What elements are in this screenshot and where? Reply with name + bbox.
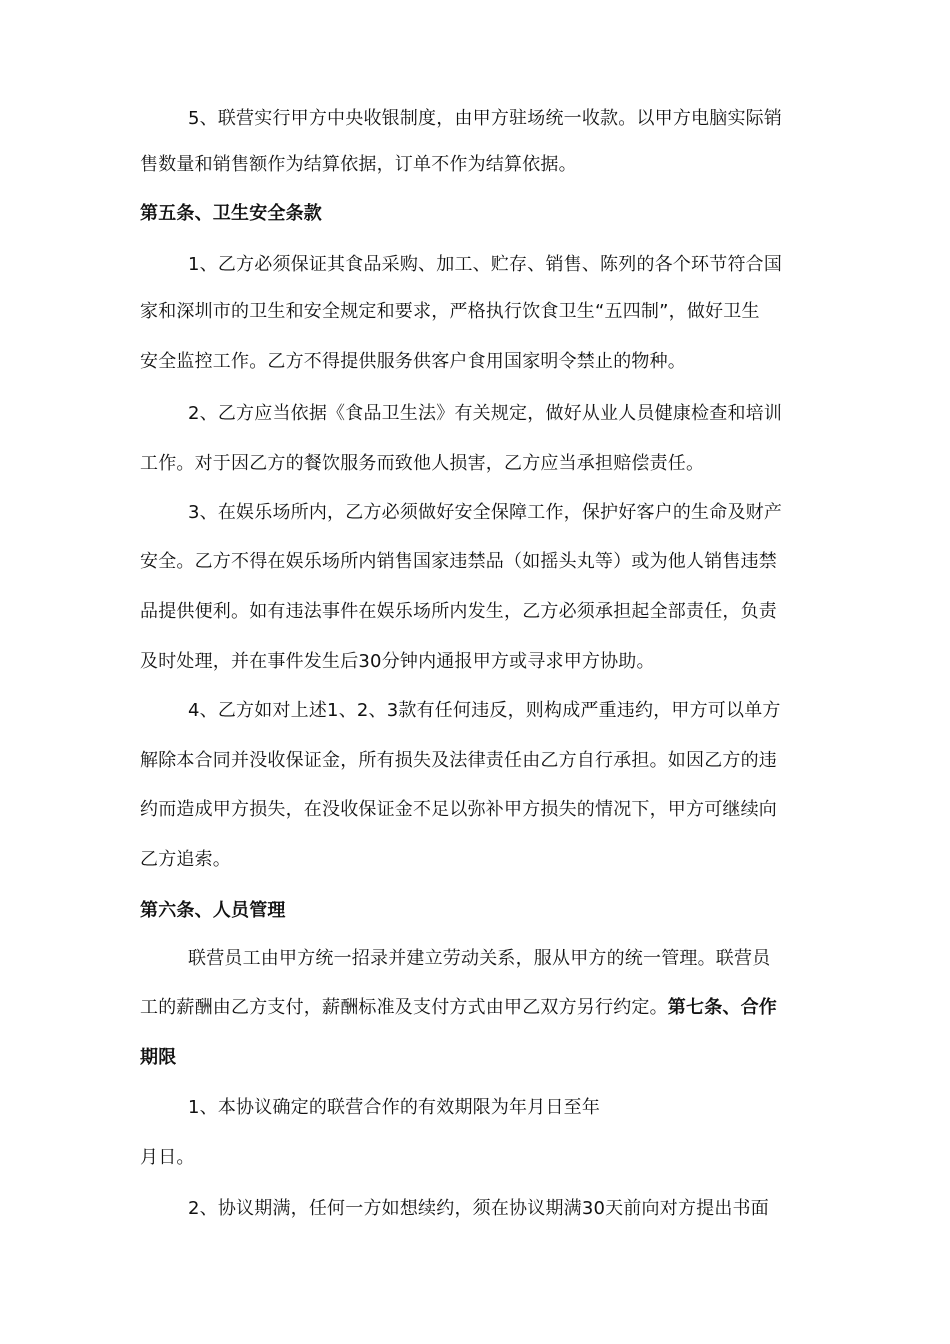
paragraph-line: 及时处理，并在事件发生后30分钟内通报甲方或寻求甲方协助。 xyxy=(140,651,655,672)
paragraph-line: 安全。乙方不得在娱乐场所内销售国家违禁品（如摇头丸等）或为他人销售违禁 xyxy=(140,551,777,572)
section-heading: 第七条、合作 xyxy=(667,997,777,1018)
paragraph-line: 1、本协议确定的联营合作的有效期限为年月日至年 xyxy=(188,1097,601,1118)
paragraph-line: 约而造成甲方损失，在没收保证金不足以弥补甲方损失的情况下，甲方可继续向 xyxy=(140,799,777,820)
paragraph-line xyxy=(140,996,820,1020)
paragraph-line: 5、联营实行甲方中央收银制度，由甲方驻场统一收款。以甲方电脑实际销 xyxy=(188,108,783,129)
paragraph-line: 品提供便利。如有违法事件在娱乐场所内发生，乙方必须承担起全部责任，负责 xyxy=(140,601,777,622)
paragraph-line: 3、在娱乐场所内，乙方必须做好安全保障工作，保护好客户的生命及财产 xyxy=(188,502,783,523)
paragraph-line: 乙方追索。 xyxy=(140,849,231,870)
paragraph-line: 家和深圳市的卫生和安全规定和要求，严格执行饮食卫生“五四制”，做好卫生 xyxy=(140,301,760,322)
paragraph-line: 月日。 xyxy=(140,1147,195,1168)
paragraph-line: 2、乙方应当依据《食品卫生法》有关规定，做好从业人员健康检查和培训 xyxy=(188,403,783,424)
paragraph-text: 工的薪酬由乙方支付，薪酬标准及支付方式由甲乙双方另行约定。 xyxy=(140,997,668,1018)
paragraph-line: 工作。对于因乙方的餐饮服务而致他人损害，乙方应当承担赔偿责任。 xyxy=(140,453,705,474)
paragraph-line: 联营员工由甲方统一招录并建立劳动关系，服从甲方的统一管理。联营员 xyxy=(188,948,771,969)
paragraph-line: 4、乙方如对上述1、2、3款有任何违反，则构成严重违约，甲方可以单方 xyxy=(188,700,781,721)
paragraph-line: 解除本合同并没收保证金，所有损失及法律责任由乙方自行承担。如因乙方的违 xyxy=(140,750,777,771)
section-heading: 第六条、人员管理 xyxy=(140,900,286,921)
section-heading: 第五条、卫生安全条款 xyxy=(140,203,322,224)
paragraph-line: 安全监控工作。乙方不得提供服务供客户食用国家明令禁止的物种。 xyxy=(140,351,686,372)
section-heading-continued: 期限 xyxy=(140,1047,177,1068)
paragraph-line: 2、协议期满，任何一方如想续约，须在协议期满30天前向对方提出书面 xyxy=(188,1198,769,1219)
paragraph-line: 售数量和销售额作为结算依据，订单不作为结算依据。 xyxy=(140,154,577,175)
paragraph-line: 1、乙方必须保证其食品采购、加工、贮存、销售、陈列的各个环节符合国 xyxy=(188,254,783,275)
